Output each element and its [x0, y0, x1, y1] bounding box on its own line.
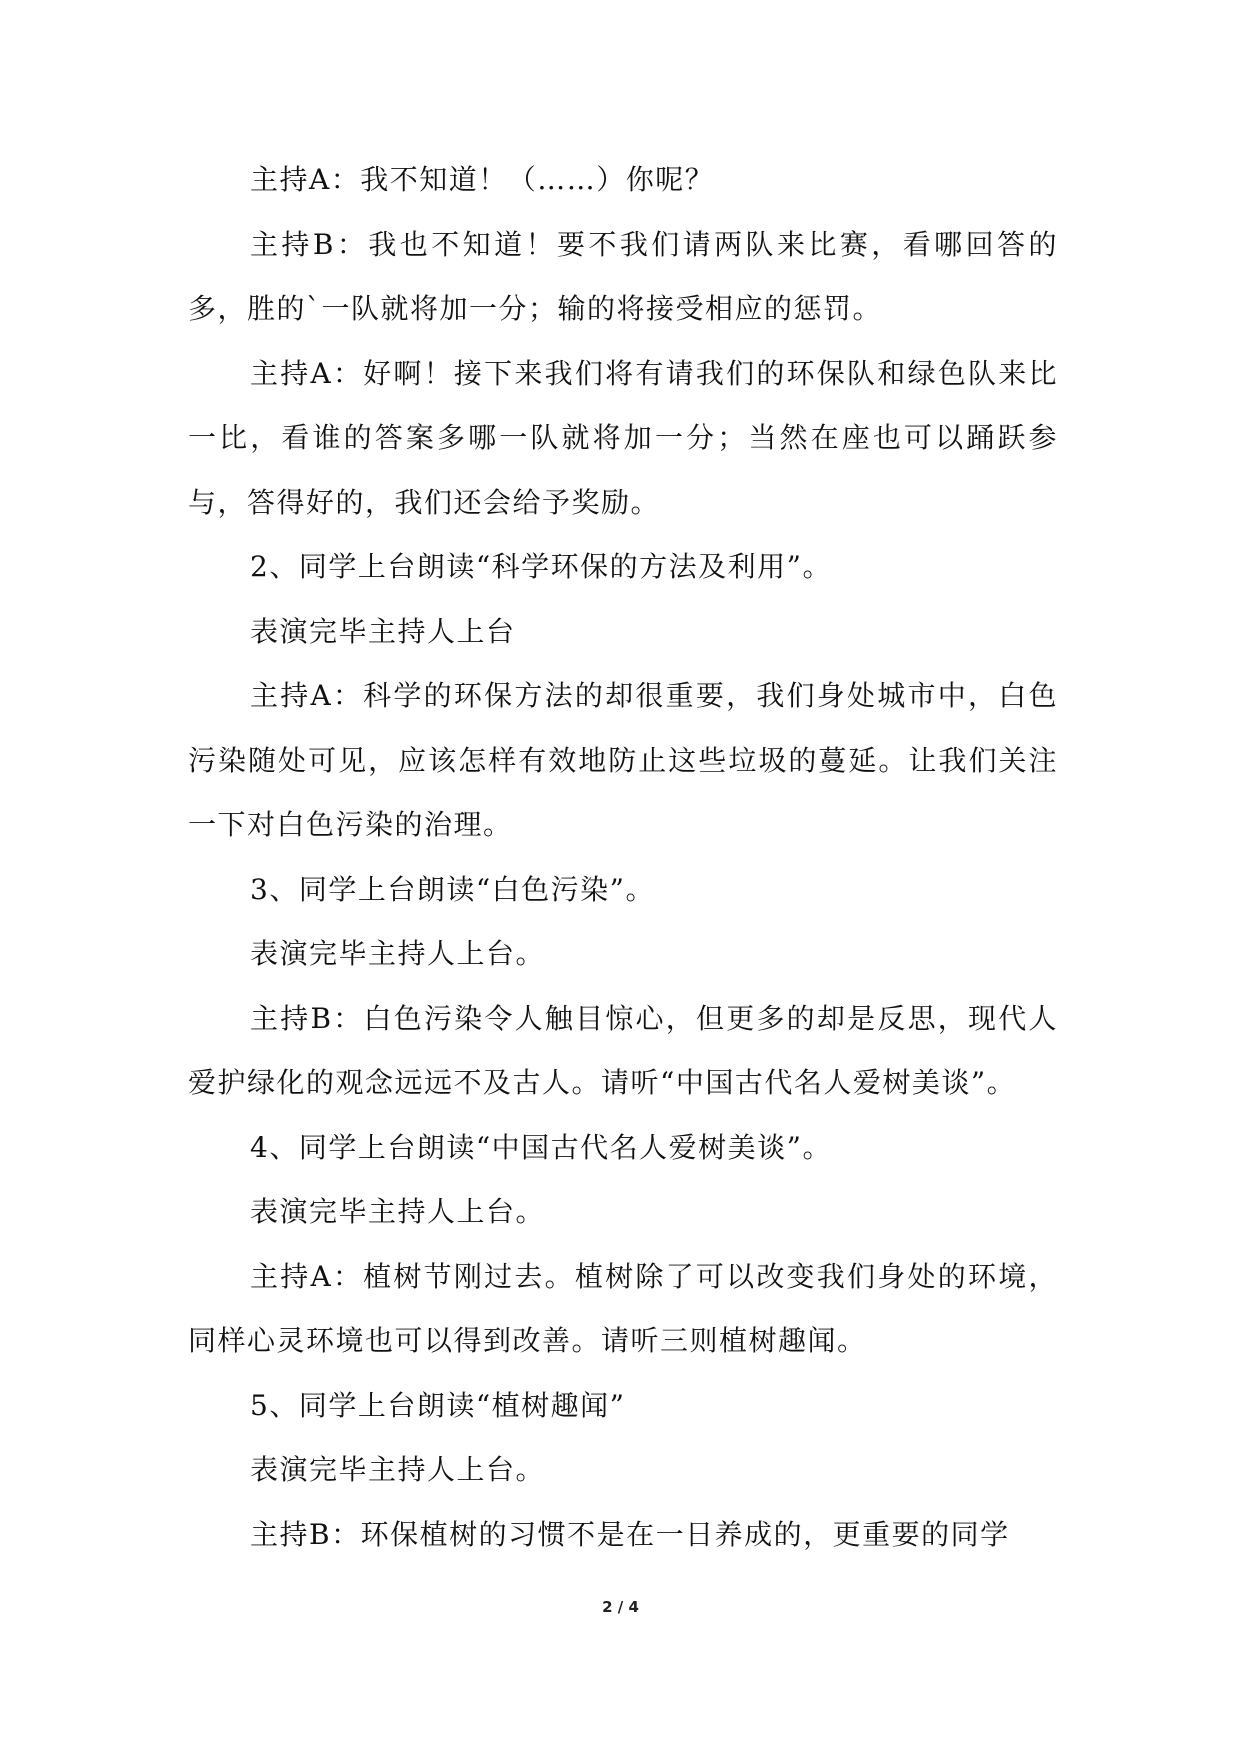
paragraph: 4、同学上台朗读“中国古代名人爱树美谈”。 [250, 1130, 832, 1164]
paragraph: 主持A：科学的环保方法的却很重要，我们身处城市中，白色污染随处可见，应该怎样有效地防止这些垃圾的蔓延。让我们关注一下对白色污染的治理。 [188, 679, 1058, 841]
document-body [188, 148, 1058, 1567]
paragraph: 表演完毕主持人上台 [250, 614, 516, 648]
paragraph: 2、同学上台朗读“科学环保的方法及利用”。 [250, 550, 832, 583]
page-number: 2 / 4 [602, 1598, 639, 1616]
paragraph: 主持B：我也不知道！要不我们请两队来比赛，看哪回答的多，胜的`一队就将加一分；输的将接受相应的惩罚。 [188, 227, 1058, 325]
paragraph: 5、同学上台朗读“植树趣闻” [250, 1388, 626, 1422]
paragraph: 主持A：我不知道！（……）你呢？ [250, 163, 715, 196]
paragraph: 表演完毕主持人上台。 [250, 1195, 546, 1228]
paragraph: 主持A：好啊！接下来我们将有请我们的环保队和绿色队来比一比，看谁的答案多哪一队就将加一分；当然在座也可以踊跃参与，答得好的，我们还会给予奖励。 [188, 356, 1058, 519]
paragraph: 表演完毕主持人上台。 [250, 1453, 546, 1486]
paragraph: 主持B：环保植树的习惯不是在一日养成的，更重要的同学 [250, 1517, 1010, 1551]
paragraph: 3、同学上台朗读“白色污染”。 [250, 872, 655, 906]
paragraph: 主持B：白色污染令人触目惊心，但更多的却是反思，现代人爱护绿化的观念远远不及古人。请听“中国古代名人爱树美谈”。 [188, 1001, 1058, 1099]
paragraph: 表演完毕主持人上台。 [250, 937, 546, 970]
paragraph: 主持A：植树节刚过去。植树除了可以改变我们身处的环境，同样心灵环境也可以得到改善。请听三则植树趣闻。 [188, 1259, 1058, 1357]
